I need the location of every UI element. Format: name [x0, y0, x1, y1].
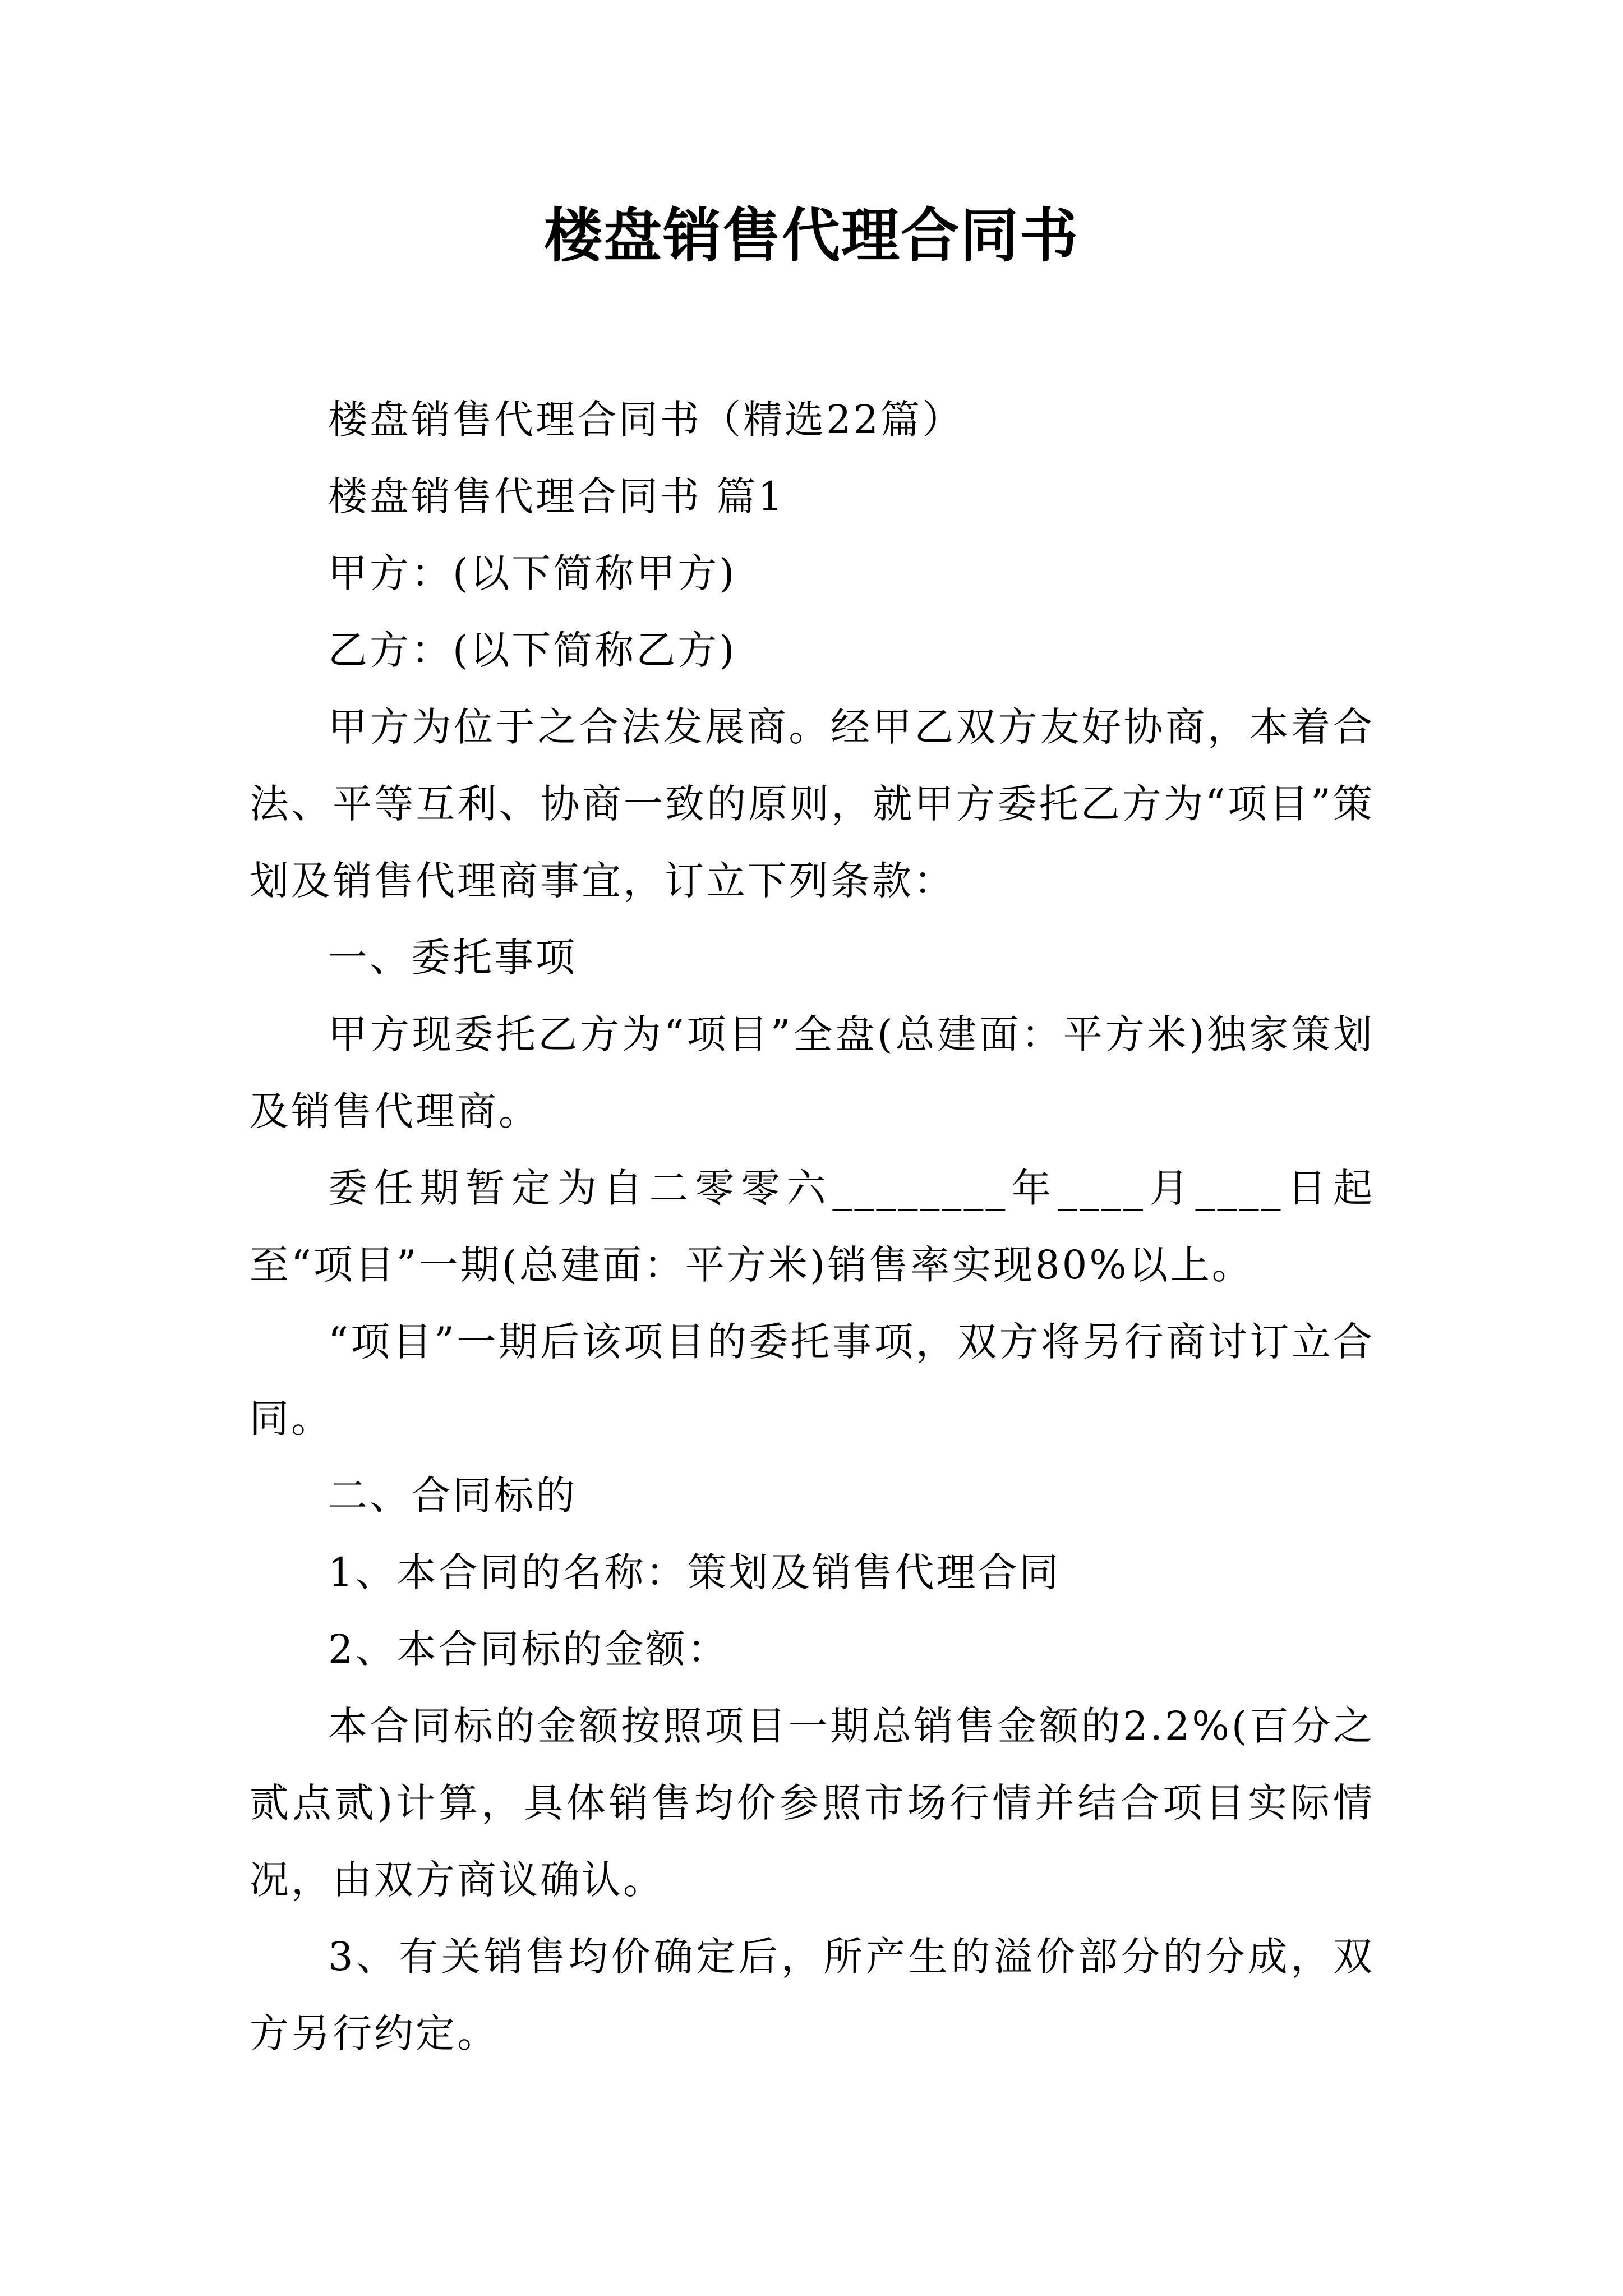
paragraph-after-phase-one: “项目”一期后该项目的委托事项，双方将另行商讨订立合同。	[250, 1319, 1375, 1442]
paragraph-premium-share: 3、有关销售均价确定后，所产生的溢价部分的分成，双方另行约定。	[250, 1934, 1375, 2056]
paragraph-contract-name: 1、本合同的名称：策划及销售代理合同	[328, 1549, 1061, 1595]
paragraph-contract-number: 楼盘销售代理合同书 篇1	[328, 473, 785, 519]
paragraph-party-a: 甲方：(以下简称甲方)	[328, 550, 737, 596]
paragraph-party-b: 乙方：(以下简称乙方)	[328, 627, 737, 673]
document-body	[250, 381, 1375, 2072]
paragraph-collection-heading: 楼盘销售代理合同书（精选22篇）	[328, 397, 964, 443]
document-title: 楼盘销售代理合同书	[543, 201, 1079, 270]
paragraph-preamble: 甲方为位于之合法发展商。经甲乙双方友好协商，本着合法、平等互利、协商一致的原则，就甲方委托乙方为“项目”策划及销售代理商事宜，订立下列条款：	[250, 704, 1375, 904]
paragraph-entrustment: 甲方现委托乙方为“项目”全盘(总建面：平方米)独家策划及销售代理商。	[250, 1011, 1375, 1134]
section-heading-subject: 二、合同标的	[328, 1473, 577, 1519]
paragraph-term: 委任期暂定为自二零零六________年____月____日起至“项目”一期(总建面：平方米)销售率实现80%以上。	[250, 1165, 1375, 1288]
section-heading-entrustment: 一、委托事项	[328, 935, 577, 981]
paragraph-contract-amount: 本合同标的金额按照项目一期总销售金额的2.2%(百分之贰点贰)计算，具体销售均价参照市场行情并结合项目实际情况，由双方商议确认。	[250, 1703, 1375, 1903]
paragraph-contract-amount-heading: 2、本合同标的金额：	[328, 1626, 729, 1672]
